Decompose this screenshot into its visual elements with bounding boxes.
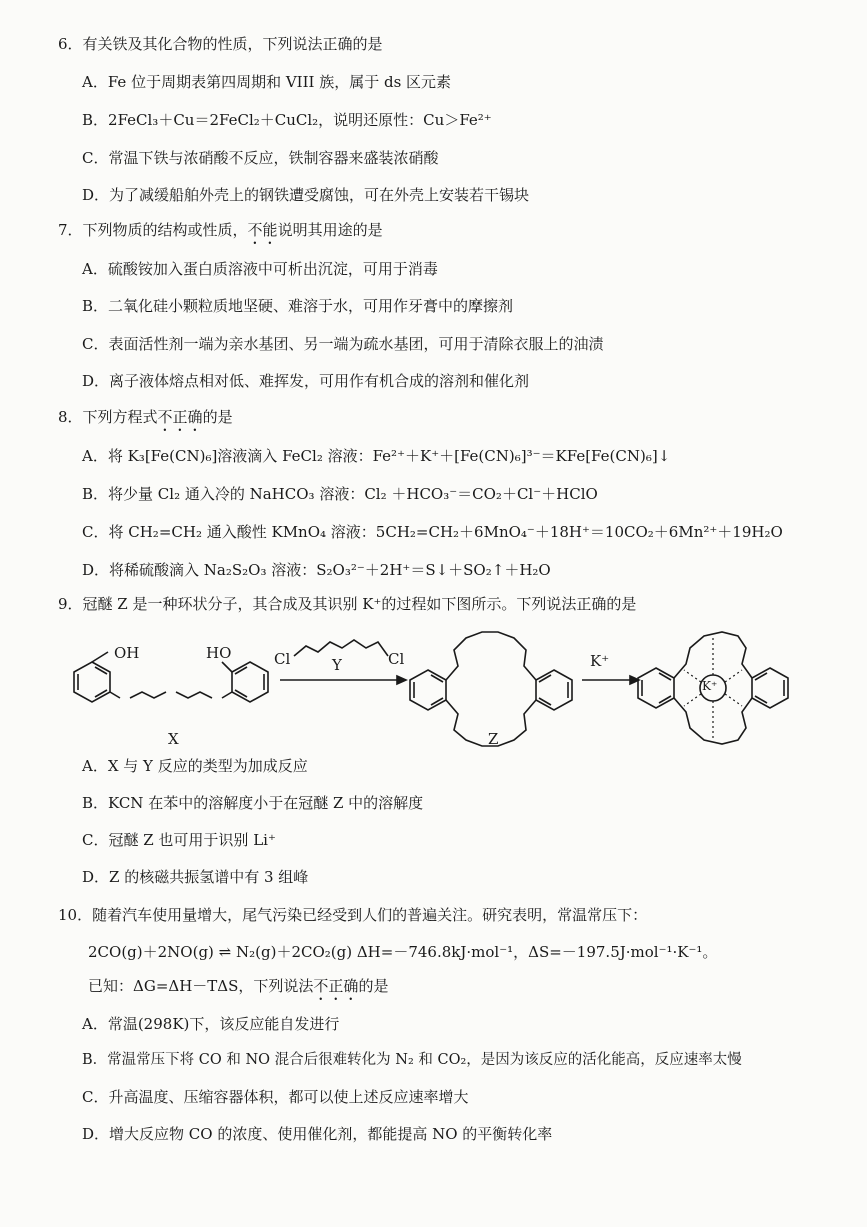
x-label: X xyxy=(168,730,179,748)
q7-option-a: A．硫酸铵加入蛋白质溶液中可析出沉淀，可用于消毒 xyxy=(82,260,438,278)
q10-option-d: D．增大反应物 CO 的浓度、使用催化剂，都能提高 NO 的平衡转化率 xyxy=(82,1125,553,1143)
q10-option-b: B．常温常压下将 CO 和 NO 混合后很难转化为 N₂ 和 CO₂，是因为该反应的活化能高，反应速率太慢 xyxy=(82,1052,742,1068)
q8-stem xyxy=(58,407,233,435)
q7-option-b: B．二氧化硅小颗粒质地坚硬、难溶于水，可用作牙膏中的摩擦剂 xyxy=(82,297,514,315)
x-left-benzene xyxy=(74,662,110,702)
q8-stem-post: 的是 xyxy=(202,408,233,426)
z-label: Z xyxy=(488,730,499,748)
q10-stem: 10．随着汽车使用量增大，尾气污染已经受到人们的普遍关注。研究表明，常温常压下： xyxy=(58,906,648,924)
q6-option-b: B．2FeCl₃＋Cu＝2FeCl₂＋CuCl₂，说明还原性：Cu＞Fe²⁺ xyxy=(82,111,492,129)
q10-known xyxy=(88,976,388,1004)
complex-right-benzene xyxy=(752,668,788,708)
x-oh-label: OH xyxy=(114,644,140,662)
q9-option-b: B．KCN 在苯中的溶解度小于在冠醚 Z 中的溶解度 xyxy=(82,794,424,812)
crown-ether-synthesis-diagram xyxy=(62,622,802,752)
q9-option-c: C．冠醚 Z 也可用于识别 Li⁺ xyxy=(82,831,276,849)
q8-option-b: B．将少量 Cl₂ 通入冷的 NaHCO₃ 溶液：Cl₂ ＋HCO₃⁻＝CO₂＋Cl⁻＋HClO xyxy=(82,485,598,503)
k-ion-center-label: K⁺ xyxy=(702,679,718,693)
q8-stem-pre: 8．下列方程式 xyxy=(58,408,158,426)
k-ion-arrow-label: K⁺ xyxy=(590,652,610,670)
q9-option-d: D．Z 的核磁共振氢谱中有 3 组峰 xyxy=(82,868,309,886)
q7-stem-post: 说明其用途的是 xyxy=(277,221,383,239)
y-cl-right-label: Cl xyxy=(388,650,405,668)
q6-stem: 6．有关铁及其化合物的性质，下列说法正确的是 xyxy=(58,35,383,53)
q8-stem-emphasis: 不正确 xyxy=(157,408,203,426)
q10-known-post: 的是 xyxy=(358,977,389,995)
x-right-benzene xyxy=(232,662,268,702)
q6-option-a: A．Fe 位于周期表第四周期和 VIII 族，属于 ds 区元素 xyxy=(82,73,452,91)
y-cl-left-label: Cl xyxy=(274,650,291,668)
q10-equation: 2CO(g)＋2NO(g) ⇌ N₂(g)＋2CO₂(g) ΔH=－746.8kJ·mol⁻¹，ΔS=－197.5J·mol⁻¹·K⁻¹。 xyxy=(88,943,718,961)
q6-option-c: C．常温下铁与浓硝酸不反应，铁制容器来盛装浓硝酸 xyxy=(82,149,439,167)
x-ho-label: HO xyxy=(206,644,232,662)
q8-option-d: D．将稀硫酸滴入 Na₂S₂O₃ 溶液：S₂O₃²⁻＋2H⁺＝S↓＋SO₂↑＋H₂O xyxy=(82,561,551,579)
z-right-benzene xyxy=(536,670,572,710)
q8-option-c: C．将 CH₂=CH₂ 通入酸性 KMnO₄ 溶液：5CH₂=CH₂＋6MnO₄⁻＋18H⁺＝10CO₂＋6Mn²⁺＋19H₂O xyxy=(82,523,783,541)
q10-known-pre: 已知：ΔG=ΔH－TΔS，下列说法 xyxy=(88,977,314,995)
q8-option-a: A．将 K₃[Fe(CN)₆]溶液滴入 FeCl₂ 溶液：Fe²⁺＋K⁺＋[Fe(CN)₆]³⁻＝KFe[Fe(CN)₆]↓ xyxy=(82,447,671,465)
complex-left-benzene xyxy=(638,668,674,708)
q9-stem: 9．冠醚 Z 是一种环状分子，其合成及其识别 K⁺的过程如下图所示。下列说法正确的是 xyxy=(58,595,637,613)
q10-option-c: C．升高温度、压缩容器体积，都可以使上述反应速率增大 xyxy=(82,1088,469,1106)
q10-option-a: A．常温(298K)下，该反应能自发进行 xyxy=(82,1015,340,1033)
y-label: Y xyxy=(332,656,342,674)
q10-known-emphasis: 不正确 xyxy=(313,977,359,995)
q7-option-d: D．离子液体熔点相对低、难挥发，可用作有机合成的溶剂和催化剂 xyxy=(82,372,530,390)
q7-option-c: C．表面活性剂一端为亲水基团、另一端为疏水基团，可用于清除衣服上的油渍 xyxy=(82,335,604,353)
q7-stem-pre: 7．下列物质的结构或性质， xyxy=(58,221,248,239)
q7-stem-emphasis: 不能 xyxy=(247,221,278,239)
q7-stem xyxy=(58,220,383,248)
z-left-benzene xyxy=(410,670,446,710)
q6-option-d: D．为了减缓船舶外壳上的钢铁遭受腐蚀，可在外壳上安装若干锡块 xyxy=(82,186,530,204)
q9-option-a: A．X 与 Y 反应的类型为加成反应 xyxy=(82,757,308,775)
